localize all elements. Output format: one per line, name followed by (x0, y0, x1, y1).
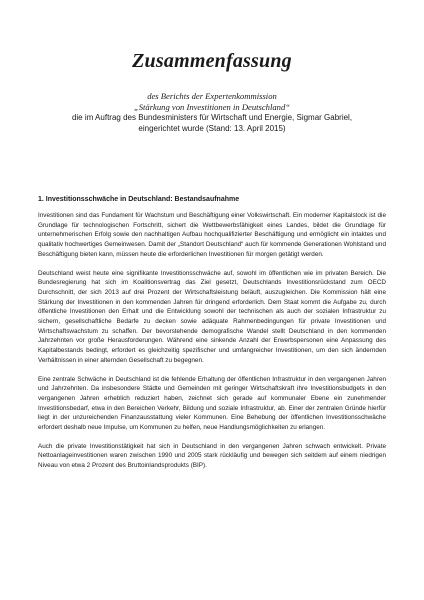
document-title: Zusammenfassung (132, 50, 292, 72)
paragraph: Deutschland weist heute eine signifikante Investitionsschwäche auf, sowohl im öffentlichen wie im privaten Bereich. Die Bundesregierung hat sich im Koalitionsvertrag das Ziel gesetzt, Deutschlands Investitionsrückstand zum OECD Durchschnitt, der sich 2013 auf drei Prozent der Wirtschaftsleistung beläuft, auszugleichen. Die Kommission hält eine Stärkung der Investitionen in den kommenden Jahren für dringend erforderlich. Dem Staat kommt die Aufgabe zu, durch öffentliche Investitionen den Erhalt und die Entwicklung sowohl der technischen als auch der sozialen Infrastruktur zu sichern, gesellschaftliche Bedarfe zu decken sowie adäquate Rahmenbedingungen für private Investitionen und Wirtschaftswachstum zu schaffen. Der bevorstehende demografische Wandel stellt Deutschland in den kommenden Jahrzehnten vor große Herausforderungen. Während eine sinkende Anzahl der Erwerbspersonen eine Anpassung des Kapitalbestands bedingt, erfordert es gleichzeitig spezifischer und umfangreicher Investitionen, um den sich ändernden Verhältnissen in einer alternden Gesellschaft zu begegnen. (38, 269, 386, 364)
subtitle-line-2: „Stärkung von Investitionen in Deutschland“ (133, 102, 291, 112)
paragraph: Investitionen sind das Fundament für Wachstum und Beschäftigung einer Volkswirtschaft. Ein moderner Kapitalstock ist die Grundlage für technologischen Fortschritt, sichert die Wettbewerbsfähigkeit eines Landes, bildet die Grundlage für unternehmerischen Erfolg sowie den nachhaltigen Aufbau hochqualifizierter Beschäftigung und ermöglicht ein intaktes und qualitativ hochwertiges Gemeinwesen. Damit der „Standort Deutschland“ auch für kommende Generationen Wohlstand und Beschäftigung bieten kann, müssen heute die erforderlichen Investitionen für morgen getätigt werden. (38, 212, 386, 258)
subtitle-line-4: eingerichtet wurde (Stand: 13. April 2015) (138, 123, 286, 133)
paragraph: Auch die private Investitionstätigkeit hat sich in Deutschland in den vergangenen Jahren schwach entwickelt. Private Nettoanlageinvestitionen waren zwischen 1990 und 2005 stark rückläufig und bewegen sich seitdem auf einem niedrigen Niveau von etwa 2 Prozent des Bruttoinlandsprodukts (BIP). (38, 442, 386, 470)
section-heading: 1. Investitionsschwäche in Deutschland: Bestandsaufnahme (38, 196, 240, 203)
paragraph: Eine zentrale Schwäche in Deutschland ist die fehlende Erhaltung der öffentlichen Infrastruktur in den vergangenen Jahren und Jahrzehnten. Da insbesondere Städte und Gemeinden mit geringer Wirtschaftskraft ihre Investitionsbudgets in den vergangenen Jahren erheblich reduziert haben, zeichnet sich gerade auf kommunaler Ebene ein zunehmender Investitionsbedarf, etwa in den Bereichen Verkehr, Bildung und soziale Infrastruktur, ab. Einer der zentralen Gründe hierfür liegt in der unzureichenden Finanzausstattung vieler Kommunen. Eine Behebung der öffentlichen Investitionsschwäche erfordert deshalb neue Impulse, um Kommunen zu helfen, neue Handlungsmöglichkeiten zu erlangen. (38, 375, 386, 432)
subtitle-line-1: des Berichts der Expertenkommission (147, 91, 277, 101)
subtitle-line-3: die im Auftrag des Bundesministers für Wirtschaft und Energie, Sigmar Gabriel, (71, 113, 353, 122)
